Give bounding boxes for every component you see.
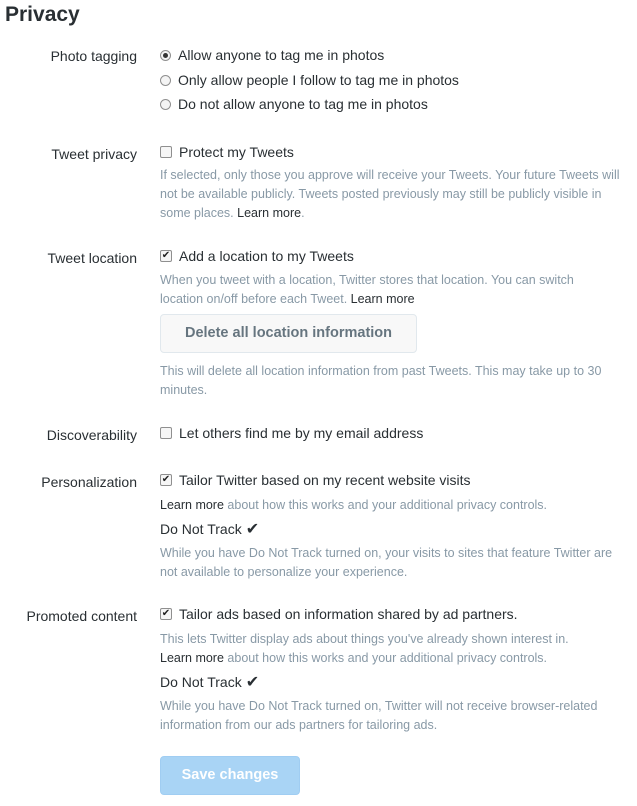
tweet-location-label: Tweet location <box>47 250 137 266</box>
add-location-checkbox[interactable]: ✔ <box>161 250 171 261</box>
dnt-text: Do Not Track <box>160 521 242 537</box>
promoted-content-learn-more-line <box>160 649 630 668</box>
description-text: When you tweet with a location, Twitter stores that location. You can switch location on/off before each Tweet. <box>160 273 574 306</box>
photo-tagging-option-anyone[interactable] <box>160 46 384 64</box>
save-changes-button[interactable]: Save changes <box>160 756 300 795</box>
personalization-dnt-note: While you have Do Not Track turned on, your visits to sites that feature Twitter are not available to personalize your experience. <box>160 546 613 579</box>
promoted-content-dnt-note: While you have Do Not Track turned on, Twitter will not receive browser-related information from our ads partners for tailoring ads. <box>160 699 598 732</box>
photo-tagging-label: Photo tagging <box>50 48 137 64</box>
promoted-content-label: Promoted content <box>26 608 137 624</box>
learn-more-tail: about how this works and your additional privacy controls. <box>227 651 548 665</box>
tweet-location-learn-more-link[interactable]: Learn more <box>350 292 415 306</box>
photo-tagging-option-none[interactable] <box>160 95 428 113</box>
option-text: Do not allow anyone to tag me in photos <box>178 96 428 112</box>
protect-tweets-option[interactable] <box>160 143 294 161</box>
radio-selected[interactable] <box>160 50 171 61</box>
tweet-location-description <box>160 271 610 309</box>
promoted-content-learn-more-link[interactable]: Learn more <box>160 651 224 665</box>
personalization-learn-more-line <box>160 496 630 515</box>
promoted-content-dnt-status <box>160 672 259 692</box>
delete-location-note: This will delete all location information from past Tweets. This may take up to 30 minutes. <box>160 364 602 397</box>
delete-location-button[interactable]: Delete all location information <box>160 314 417 353</box>
checkmark-icon: ✔ <box>245 674 260 691</box>
option-text: Only allow people I follow to tag me in photos <box>178 72 459 88</box>
tweet-privacy-description <box>160 166 630 223</box>
option-text: Tailor Twitter based on my recent website visits <box>179 472 471 488</box>
checkmark-icon: ✔ <box>245 521 260 538</box>
tweet-privacy-label: Tweet privacy <box>51 146 137 162</box>
option-text: Protect my Tweets <box>179 144 294 160</box>
option-text: Add a location to my Tweets <box>179 248 354 264</box>
description-tail: . <box>301 206 305 220</box>
add-location-option[interactable] <box>160 247 354 265</box>
find-by-email-option[interactable] <box>160 424 423 442</box>
find-by-email-checkbox[interactable] <box>160 427 172 439</box>
option-text: Tailor ads based on information shared by ad partners. <box>179 606 518 622</box>
discoverability-label: Discoverability <box>46 427 137 443</box>
option-text: Allow anyone to tag me in photos <box>178 47 385 63</box>
photo-tagging-option-following[interactable] <box>160 71 459 89</box>
protect-tweets-checkbox[interactable] <box>160 146 172 158</box>
personalization-dnt-status <box>160 519 259 539</box>
page-title: Privacy <box>5 3 80 26</box>
tailor-twitter-checkbox[interactable]: ✔ <box>161 474 171 485</box>
tailor-twitter-option[interactable] <box>160 471 471 489</box>
personalization-learn-more-link[interactable]: Learn more <box>160 498 224 512</box>
personalization-label: Personalization <box>41 474 137 490</box>
tailor-ads-checkbox[interactable]: ✔ <box>161 608 171 619</box>
option-text: Let others find me by my email address <box>179 425 424 441</box>
radio-unselected[interactable] <box>160 75 171 86</box>
tailor-ads-option[interactable] <box>160 605 518 623</box>
dnt-text: Do Not Track <box>160 674 242 690</box>
promoted-content-description: This lets Twitter display ads about things you've already shown interest in. <box>160 632 569 646</box>
learn-more-tail: about how this works and your additional privacy controls. <box>227 498 548 512</box>
tweet-privacy-learn-more-link[interactable]: Learn more <box>237 206 302 220</box>
description-text: If selected, only those you approve will receive your Tweets. Your future Tweets will not be available publicly. Tweets posted previously may still be publicly visible in some places. <box>160 168 620 220</box>
radio-unselected[interactable] <box>160 99 171 110</box>
